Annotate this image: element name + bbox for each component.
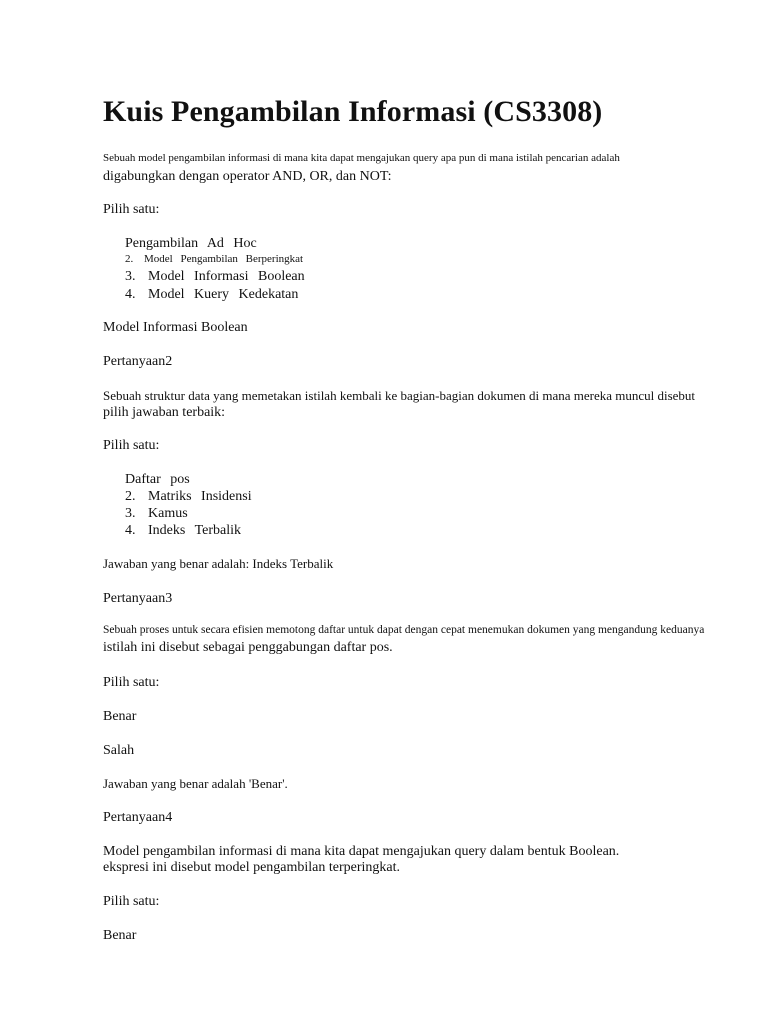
q2-option-4-number: 4. <box>125 523 136 538</box>
q2-text-line2: pilih jawaban terbaik: <box>103 405 226 420</box>
q1-option-2-label: Model Pengambilan Berperingkat <box>144 253 304 265</box>
q3-text-line2: istilah ini disebut sebagai penggabungan daftar pos. <box>103 640 393 655</box>
document-title: Kuis Pengambilan Informasi (CS3308) <box>103 95 603 128</box>
q4-heading: Pertanyaan4 <box>103 810 173 825</box>
q2-option-3-label: Kamus <box>148 506 188 521</box>
q4-prompt: Pilih satu: <box>103 894 160 909</box>
q1-option-2 <box>125 254 303 265</box>
q2-option-4-label: Indeks Terbalik <box>148 523 242 538</box>
q2-text-line1: Sebuah struktur data yang memetakan istilah kembali ke bagian-bagian dokumen di mana mereka muncul disebut <box>103 388 696 403</box>
q4-option-benar: Benar <box>103 928 137 943</box>
q1-option-1 <box>125 237 257 251</box>
q4-text-line1: Model pengambilan informasi di mana kita dapat mengajukan query dalam bentuk Boolean. <box>103 844 620 859</box>
q1-option-1-label: Pengambilan Ad Hoc <box>125 236 257 251</box>
q2-heading: Pertanyaan2 <box>103 354 173 369</box>
q2-answer: Jawaban yang benar adalah: Indeks Terbalik <box>103 556 334 571</box>
q4-text-line2: ekspresi ini disebut model pengambilan terperingkat. <box>103 860 401 875</box>
q2-option-2-label: Matriks Insidensi <box>148 489 252 504</box>
q1-answer: Model Informasi Boolean <box>103 320 248 335</box>
q2-prompt: Pilih satu: <box>103 438 160 453</box>
q3-option-salah: Salah <box>103 743 135 758</box>
q2-option-2-number: 2. <box>125 489 136 504</box>
q1-option-3-label: Model Informasi Boolean <box>148 269 305 284</box>
q2-option-3-number: 3. <box>125 506 136 521</box>
q3-answer: Jawaban yang benar adalah 'Benar'. <box>103 776 288 791</box>
q3-heading: Pertanyaan3 <box>103 591 173 606</box>
q3-option-benar: Benar <box>103 709 137 724</box>
q1-option-4-label: Model Kuery Kedekatan <box>148 287 299 302</box>
q3-text-line1: Sebuah proses untuk secara efisien memotong daftar untuk dapat dengan cepat menemukan dokumen yang mengandung keduanya <box>103 624 705 636</box>
q2-option-2 <box>125 490 252 504</box>
q1-option-4 <box>125 288 298 302</box>
q2-option-1 <box>125 473 190 487</box>
q1-option-3 <box>125 270 305 284</box>
q1-text-line2: digabungkan dengan operator AND, OR, dan NOT: <box>103 169 392 184</box>
q1-option-2-number: 2. <box>125 253 134 265</box>
q1-option-3-number: 3. <box>125 269 136 284</box>
q1-text-line1: Sebuah model pengambilan informasi di mana kita dapat mengajukan query apa pun di mana istilah pencarian adalah <box>103 152 620 164</box>
q3-prompt: Pilih satu: <box>103 675 160 690</box>
q2-option-4 <box>125 524 241 538</box>
q2-option-1-label: Daftar pos <box>125 472 190 487</box>
q1-option-4-number: 4. <box>125 287 136 302</box>
q1-prompt: Pilih satu: <box>103 202 160 217</box>
q2-option-3 <box>125 507 188 521</box>
